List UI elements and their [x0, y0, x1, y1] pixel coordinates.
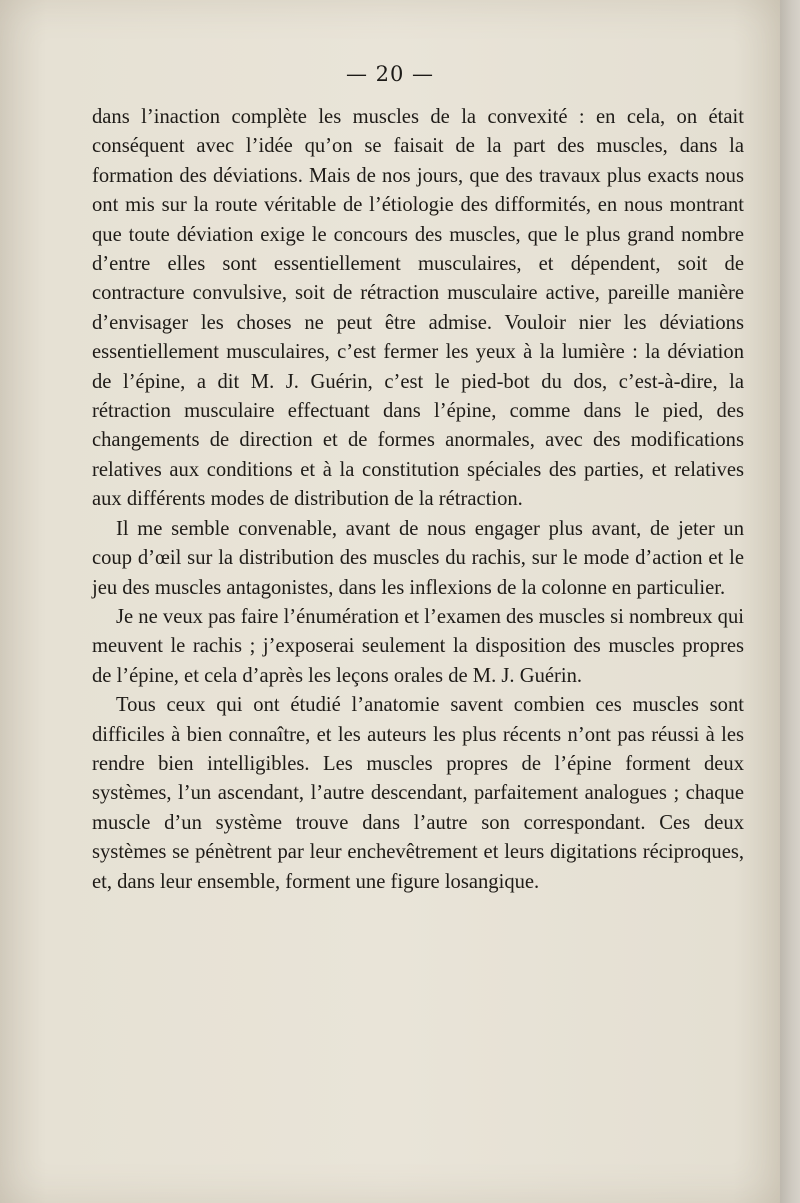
page-edge — [780, 0, 800, 1203]
paragraph-2: Il me semble convenable, avant de nous engager plus avant, de jeter un coup d’œil sur la distribution des muscles du rachis, sur le mode d’action et le jeu des muscles antagonistes, dans les inflexions de la colonne en particulier. — [92, 517, 744, 599]
page-text — [92, 103, 744, 897]
paragraph-4: Tous ceux qui ont étudié l’anatomie savent combien ces muscles sont difficiles à bien connaître, et les auteurs les plus récents n’ont pas réussi à les rendre bien intelligibles. Les muscles propres de l’épine forment deux systèmes, l’un ascendant, l’autre descendant, parfaitement analogues ; chaque muscle d’un système trouve dans l’autre son correspondant. Ces deux systèmes se pénètrent par leur enchevêtrement et leurs digitations réciproques, et, dans leur ensemble, forment une figure losangique. — [92, 694, 744, 893]
page-number: — 20 — — [345, 62, 435, 86]
paragraph-1: dans l’inaction complète les muscles de la convexité : en cela, on était conséquent avec l’idée qu’on se faisait de la part des muscles, dans la formation des déviations. Mais de nos jours, que des travaux plus exacts nous ont mis sur la route véritable de l’étiologie des difformités, en nous montrant que toute déviation exige le concours des muscles, que le plus grand nombre d’entre elles sont essentiellement musculaires, et dépendent, soit de contracture convulsive, soit de rétraction musculaire active, pareille manière d’envisager les choses ne peut être admise. Vouloir nier les déviations essentiellement musculaires, c’est fermer les yeux à la lumière : la déviation de l’épine, a dit M. J. Guérin, c’est le pied-bot du dos, c’est-à-dire, la rétraction musculaire effectuant dans l’épine, comme dans le pied, des changements de direction et de formes anormales, avec des modifications relatives aux conditions et à la constitution spéciales des parties, et relatives aux différents modes de distribution de la rétraction. — [92, 106, 744, 511]
paragraph-3: Je ne veux pas faire l’énumération et l’examen des muscles si nombreux qui meuvent le rachis ; j’exposerai seulement la disposition des muscles propres de l’épine, et cela d’après les leçons orales de M. J. Guérin. — [92, 605, 744, 687]
